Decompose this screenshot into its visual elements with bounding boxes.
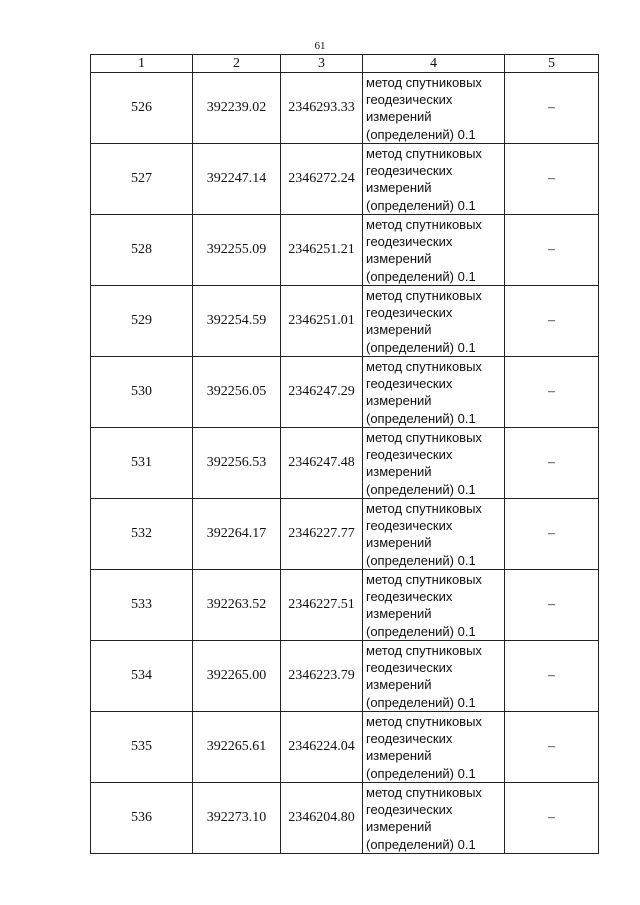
note-cell: – <box>505 641 599 712</box>
note-cell: – <box>505 428 599 499</box>
measurement-method: метод спутниковых геодезических измерений (определений) 0.1 <box>363 428 505 499</box>
table-row <box>91 286 599 357</box>
table-row <box>91 215 599 286</box>
measurement-method: метод спутниковых геодезических измерений (определений) 0.1 <box>363 712 505 783</box>
page-number: 61 <box>314 40 326 52</box>
point-number: 533 <box>91 570 193 641</box>
coordinate-x: 392263.52 <box>193 570 281 641</box>
column-header-3: 3 <box>281 55 363 73</box>
coordinate-y: 2346247.29 <box>281 357 363 428</box>
note-cell: – <box>505 286 599 357</box>
point-number: 526 <box>91 73 193 144</box>
coordinate-y: 2346224.04 <box>281 712 363 783</box>
coordinate-y: 2346204.80 <box>281 783 363 854</box>
column-header-4: 4 <box>363 55 505 73</box>
note-cell: – <box>505 73 599 144</box>
coordinate-y: 2346227.77 <box>281 499 363 570</box>
note-cell: – <box>505 215 599 286</box>
coordinate-y: 2346251.21 <box>281 215 363 286</box>
measurement-method: метод спутниковых геодезических измерений (определений) 0.1 <box>363 215 505 286</box>
table-row <box>91 73 599 144</box>
coordinate-y: 2346223.79 <box>281 641 363 712</box>
coordinate-x: 392256.53 <box>193 428 281 499</box>
coordinate-y: 2346293.33 <box>281 73 363 144</box>
measurement-method: метод спутниковых геодезических измерений (определений) 0.1 <box>363 570 505 641</box>
point-number: 535 <box>91 712 193 783</box>
coordinates-table <box>90 54 599 854</box>
coordinate-x: 392239.02 <box>193 73 281 144</box>
note-cell: – <box>505 357 599 428</box>
measurement-method: метод спутниковых геодезических измерений (определений) 0.1 <box>363 641 505 712</box>
table-row <box>91 641 599 712</box>
point-number: 532 <box>91 499 193 570</box>
note-cell: – <box>505 144 599 215</box>
table-row <box>91 428 599 499</box>
coordinate-x: 392247.14 <box>193 144 281 215</box>
coordinate-x: 392256.05 <box>193 357 281 428</box>
measurement-method: метод спутниковых геодезических измерений (определений) 0.1 <box>363 783 505 854</box>
table-row <box>91 712 599 783</box>
point-number: 528 <box>91 215 193 286</box>
table-row <box>91 357 599 428</box>
coordinate-x: 392265.61 <box>193 712 281 783</box>
column-header-1: 1 <box>91 55 193 73</box>
coordinate-y: 2346227.51 <box>281 570 363 641</box>
measurement-method: метод спутниковых геодезических измерений (определений) 0.1 <box>363 73 505 144</box>
measurement-method: метод спутниковых геодезических измерений (определений) 0.1 <box>363 286 505 357</box>
coordinate-y: 2346247.48 <box>281 428 363 499</box>
measurement-method: метод спутниковых геодезических измерений (определений) 0.1 <box>363 144 505 215</box>
note-cell: – <box>505 783 599 854</box>
measurement-method: метод спутниковых геодезических измерений (определений) 0.1 <box>363 499 505 570</box>
point-number: 534 <box>91 641 193 712</box>
table-header-row <box>91 55 599 73</box>
coordinate-x: 392254.59 <box>193 286 281 357</box>
coordinate-x: 392265.00 <box>193 641 281 712</box>
coordinate-x: 392273.10 <box>193 783 281 854</box>
coordinate-x: 392255.09 <box>193 215 281 286</box>
table-row <box>91 144 599 215</box>
point-number: 530 <box>91 357 193 428</box>
table-row <box>91 499 599 570</box>
measurement-method: метод спутниковых геодезических измерений (определений) 0.1 <box>363 357 505 428</box>
note-cell: – <box>505 712 599 783</box>
point-number: 531 <box>91 428 193 499</box>
note-cell: – <box>505 499 599 570</box>
coordinate-y: 2346251.01 <box>281 286 363 357</box>
point-number: 536 <box>91 783 193 854</box>
column-header-5: 5 <box>505 55 599 73</box>
table-row <box>91 570 599 641</box>
column-header-2: 2 <box>193 55 281 73</box>
table-row <box>91 783 599 854</box>
point-number: 527 <box>91 144 193 215</box>
point-number: 529 <box>91 286 193 357</box>
note-cell: – <box>505 570 599 641</box>
coordinate-x: 392264.17 <box>193 499 281 570</box>
coordinate-y: 2346272.24 <box>281 144 363 215</box>
